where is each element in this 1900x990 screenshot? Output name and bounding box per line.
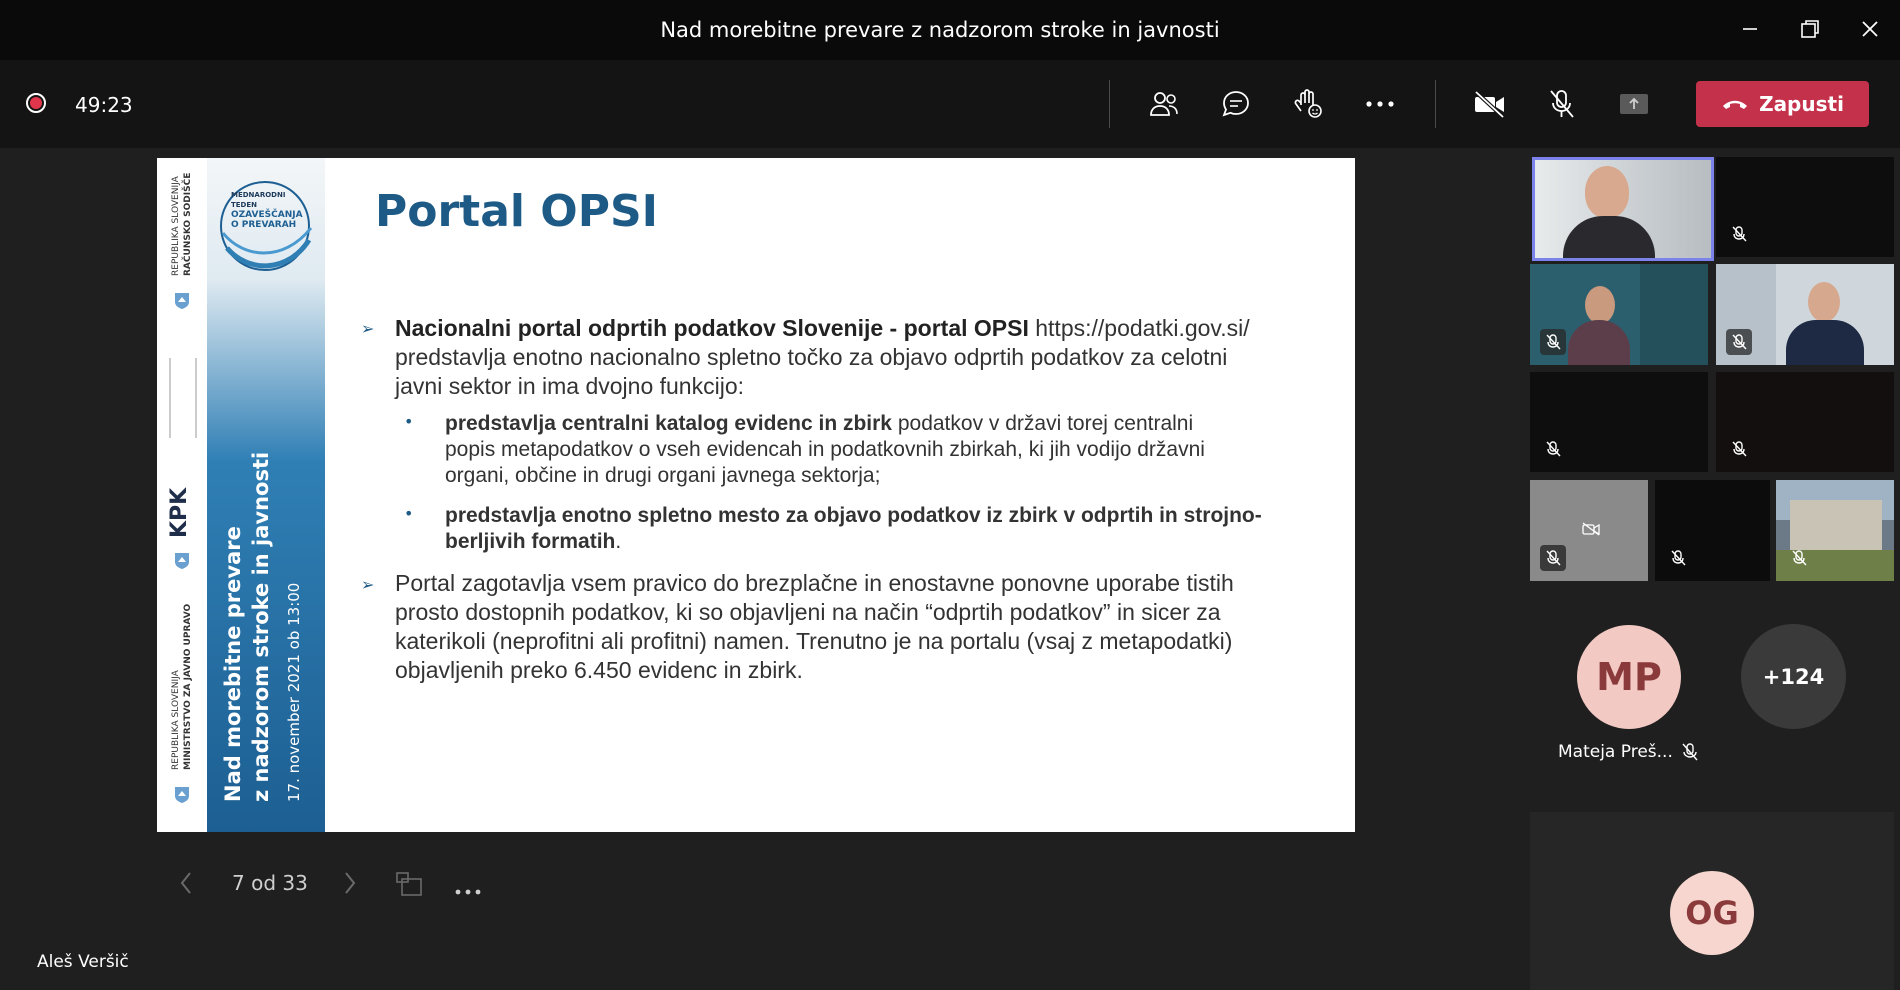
video-tile-2[interactable]: [1716, 157, 1894, 257]
ellipsis-icon-2: [454, 887, 484, 897]
coat-of-arms-icon-3: [172, 784, 192, 804]
more-actions-button[interactable]: [1358, 84, 1402, 124]
mic-off-icon-4: [1731, 333, 1747, 351]
band-title-1: Nad morebitne prevare: [221, 526, 245, 802]
video-tile-active-speaker[interactable]: [1532, 157, 1714, 261]
raise-hand-icon: [1292, 88, 1324, 120]
sub-bullet-2: predstavlja enotno spletno mesto za objavo podatkov iz zbirk v odprtih in strojno- berljivih formatih.: [445, 504, 1262, 553]
side-bottom-org-2: MINISTRSTVO ZA JAVNO UPRAVO: [183, 603, 193, 770]
mic-off-badge-8: [1786, 545, 1812, 571]
video-tile-3[interactable]: [1530, 264, 1708, 365]
coat-of-arms-icon-2: [172, 550, 192, 570]
mic-off-icon-2: [1731, 225, 1747, 243]
mic-toggle-button[interactable]: [1540, 84, 1584, 124]
participant-shoulders-3: [1786, 320, 1864, 365]
slide-logo-strip: [157, 158, 208, 832]
video-tile-5[interactable]: [1530, 372, 1708, 472]
shared-slide: [157, 158, 1355, 832]
presenter-name: Aleš Veršič: [37, 952, 129, 972]
video-tile-7[interactable]: [1530, 480, 1648, 581]
mic-off-icon-10: [1681, 742, 1699, 762]
mic-off-icon-9: [1791, 549, 1807, 567]
chat-button[interactable]: [1214, 84, 1258, 124]
toolbar-divider-2: [1435, 80, 1436, 128]
mic-off-badge-3: [1726, 329, 1752, 355]
participant-avatar-og[interactable]: OG: [1670, 871, 1754, 955]
side-top-org-2: RAČUNSKO SODIŠČE: [183, 172, 193, 276]
leave-label: Zapusti: [1759, 92, 1844, 116]
hangup-icon: [1721, 97, 1749, 111]
mic-off-icon-3: [1545, 333, 1561, 351]
event-badge-text: MEDNARODNI TEDEN OZAVEŠČANJA O PREVARAH: [231, 191, 303, 230]
participant-face: [1585, 166, 1629, 218]
slide-more-button[interactable]: [454, 878, 484, 902]
side-mid-lines: [169, 358, 197, 438]
mic-off-badge-6: [1540, 545, 1566, 571]
mic-off-badge: [1726, 221, 1752, 247]
slide-page-indicator: 7 od 33: [232, 871, 308, 895]
mic-off-badge-4: [1540, 436, 1566, 462]
meeting-timer: 49:23: [75, 93, 133, 117]
chat-icon: [1220, 89, 1252, 119]
reactions-button[interactable]: [1286, 84, 1330, 124]
participant-shoulders-2: [1568, 320, 1630, 365]
video-tile-9[interactable]: [1776, 480, 1894, 581]
camera-off-icon: [1473, 90, 1507, 118]
bullet-2: Portal zagotavlja vsem pravico do brezplačne in enostavne ponovne uporabe tistih prosto dostopnih podatkov, ki so objavljeni na način “odprtih podatkov” in sicer za katerikoli (neprofitni ali profitni) namen. Trenutno je na portalu (vsaj z metapodatki) objavljenih preko 6.450 evidenc in zbirk.: [395, 570, 1234, 683]
video-tile-4[interactable]: [1716, 264, 1894, 365]
share-icon: [1618, 91, 1650, 117]
leave-button[interactable]: [1696, 81, 1869, 127]
video-tile-6[interactable]: [1716, 372, 1894, 472]
restore-icon: [1799, 18, 1821, 40]
window-title: Nad morebitne prevare z nadzorom stroke in javnosti: [660, 18, 1220, 42]
sub-bullet-dot-icon: •: [404, 412, 414, 431]
previous-slide-button[interactable]: [178, 870, 194, 901]
mic-off-icon-5: [1545, 440, 1561, 458]
side-kpk-logo: KPK: [167, 487, 192, 538]
camera-toggle-button[interactable]: [1468, 84, 1512, 124]
ellipsis-icon: [1364, 99, 1396, 109]
share-content-button[interactable]: [1612, 84, 1656, 124]
participant-face-2: [1585, 286, 1615, 324]
mic-off-icon-7: [1545, 549, 1561, 567]
toolbar-divider: [1109, 80, 1110, 128]
chevron-left-icon: [178, 870, 194, 896]
recording-icon: [26, 93, 46, 113]
slide-content: [325, 158, 1355, 832]
slide-event-band: [207, 158, 325, 832]
slide-title: Portal OPSI: [375, 186, 659, 237]
participant-face-3: [1808, 282, 1840, 322]
minimize-button[interactable]: [1726, 10, 1774, 48]
participant-avatar-mp[interactable]: MP: [1577, 625, 1681, 729]
mic-off-icon: [1547, 88, 1577, 120]
camera-off-icon-2: [1582, 522, 1600, 536]
sub-bullet-dot-icon-2: •: [404, 504, 414, 523]
coat-of-arms-icon: [172, 290, 192, 310]
slide-grid-button[interactable]: [394, 870, 424, 903]
mic-off-badge-7: [1665, 545, 1691, 571]
mic-off-badge-5: [1726, 436, 1752, 462]
side-top-org-1: REPUBLIKA SLOVENIJA: [171, 176, 181, 276]
next-slide-button[interactable]: [342, 870, 358, 901]
participant-name-mp: Mateja Preš...: [1558, 742, 1673, 762]
participants-button[interactable]: [1142, 84, 1186, 124]
mic-off-badge-2: [1540, 329, 1566, 355]
close-button[interactable]: [1846, 10, 1894, 48]
sub-bullet-1: predstavlja centralni katalog evidenc in zbirk podatkov v državi torej centralni popis metapodatkov o vseh evidencah in podatkovnih zbirkah, ki jih vodijo državni organi, občine in drugi organi javnega sektorja;: [445, 412, 1205, 487]
minimize-icon: [1740, 19, 1760, 39]
close-icon: [1860, 19, 1880, 39]
more-participants-button[interactable]: +124: [1741, 624, 1846, 729]
band-title-2: z nadzorom stroke in javnosti: [249, 451, 273, 802]
restore-button[interactable]: [1786, 10, 1834, 48]
slides-grid-icon: [394, 870, 424, 898]
bullet-arrow-icon: ➢: [361, 319, 375, 338]
bullet-1: Nacionalni portal odprtih podatkov Slovenije - portal OPSI https://podatki.gov.si/ predstavlja enotno nacionalno spletno točko za objavo odprtih podatkov za celotni javni sektor in ima dvojno funkcijo:: [395, 315, 1250, 399]
people-icon: [1148, 89, 1180, 119]
bullet-arrow-icon-2: ➢: [361, 575, 375, 594]
chevron-right-icon: [342, 870, 358, 896]
video-tile-8[interactable]: [1655, 480, 1770, 581]
title-bar: [0, 0, 1900, 60]
mic-off-icon-6: [1731, 440, 1747, 458]
mic-off-icon-8: [1670, 549, 1686, 567]
side-bottom-org-1: REPUBLIKA SLOVENIJA: [171, 670, 181, 770]
band-date: 17. november 2021 ob 13:00: [285, 582, 303, 802]
